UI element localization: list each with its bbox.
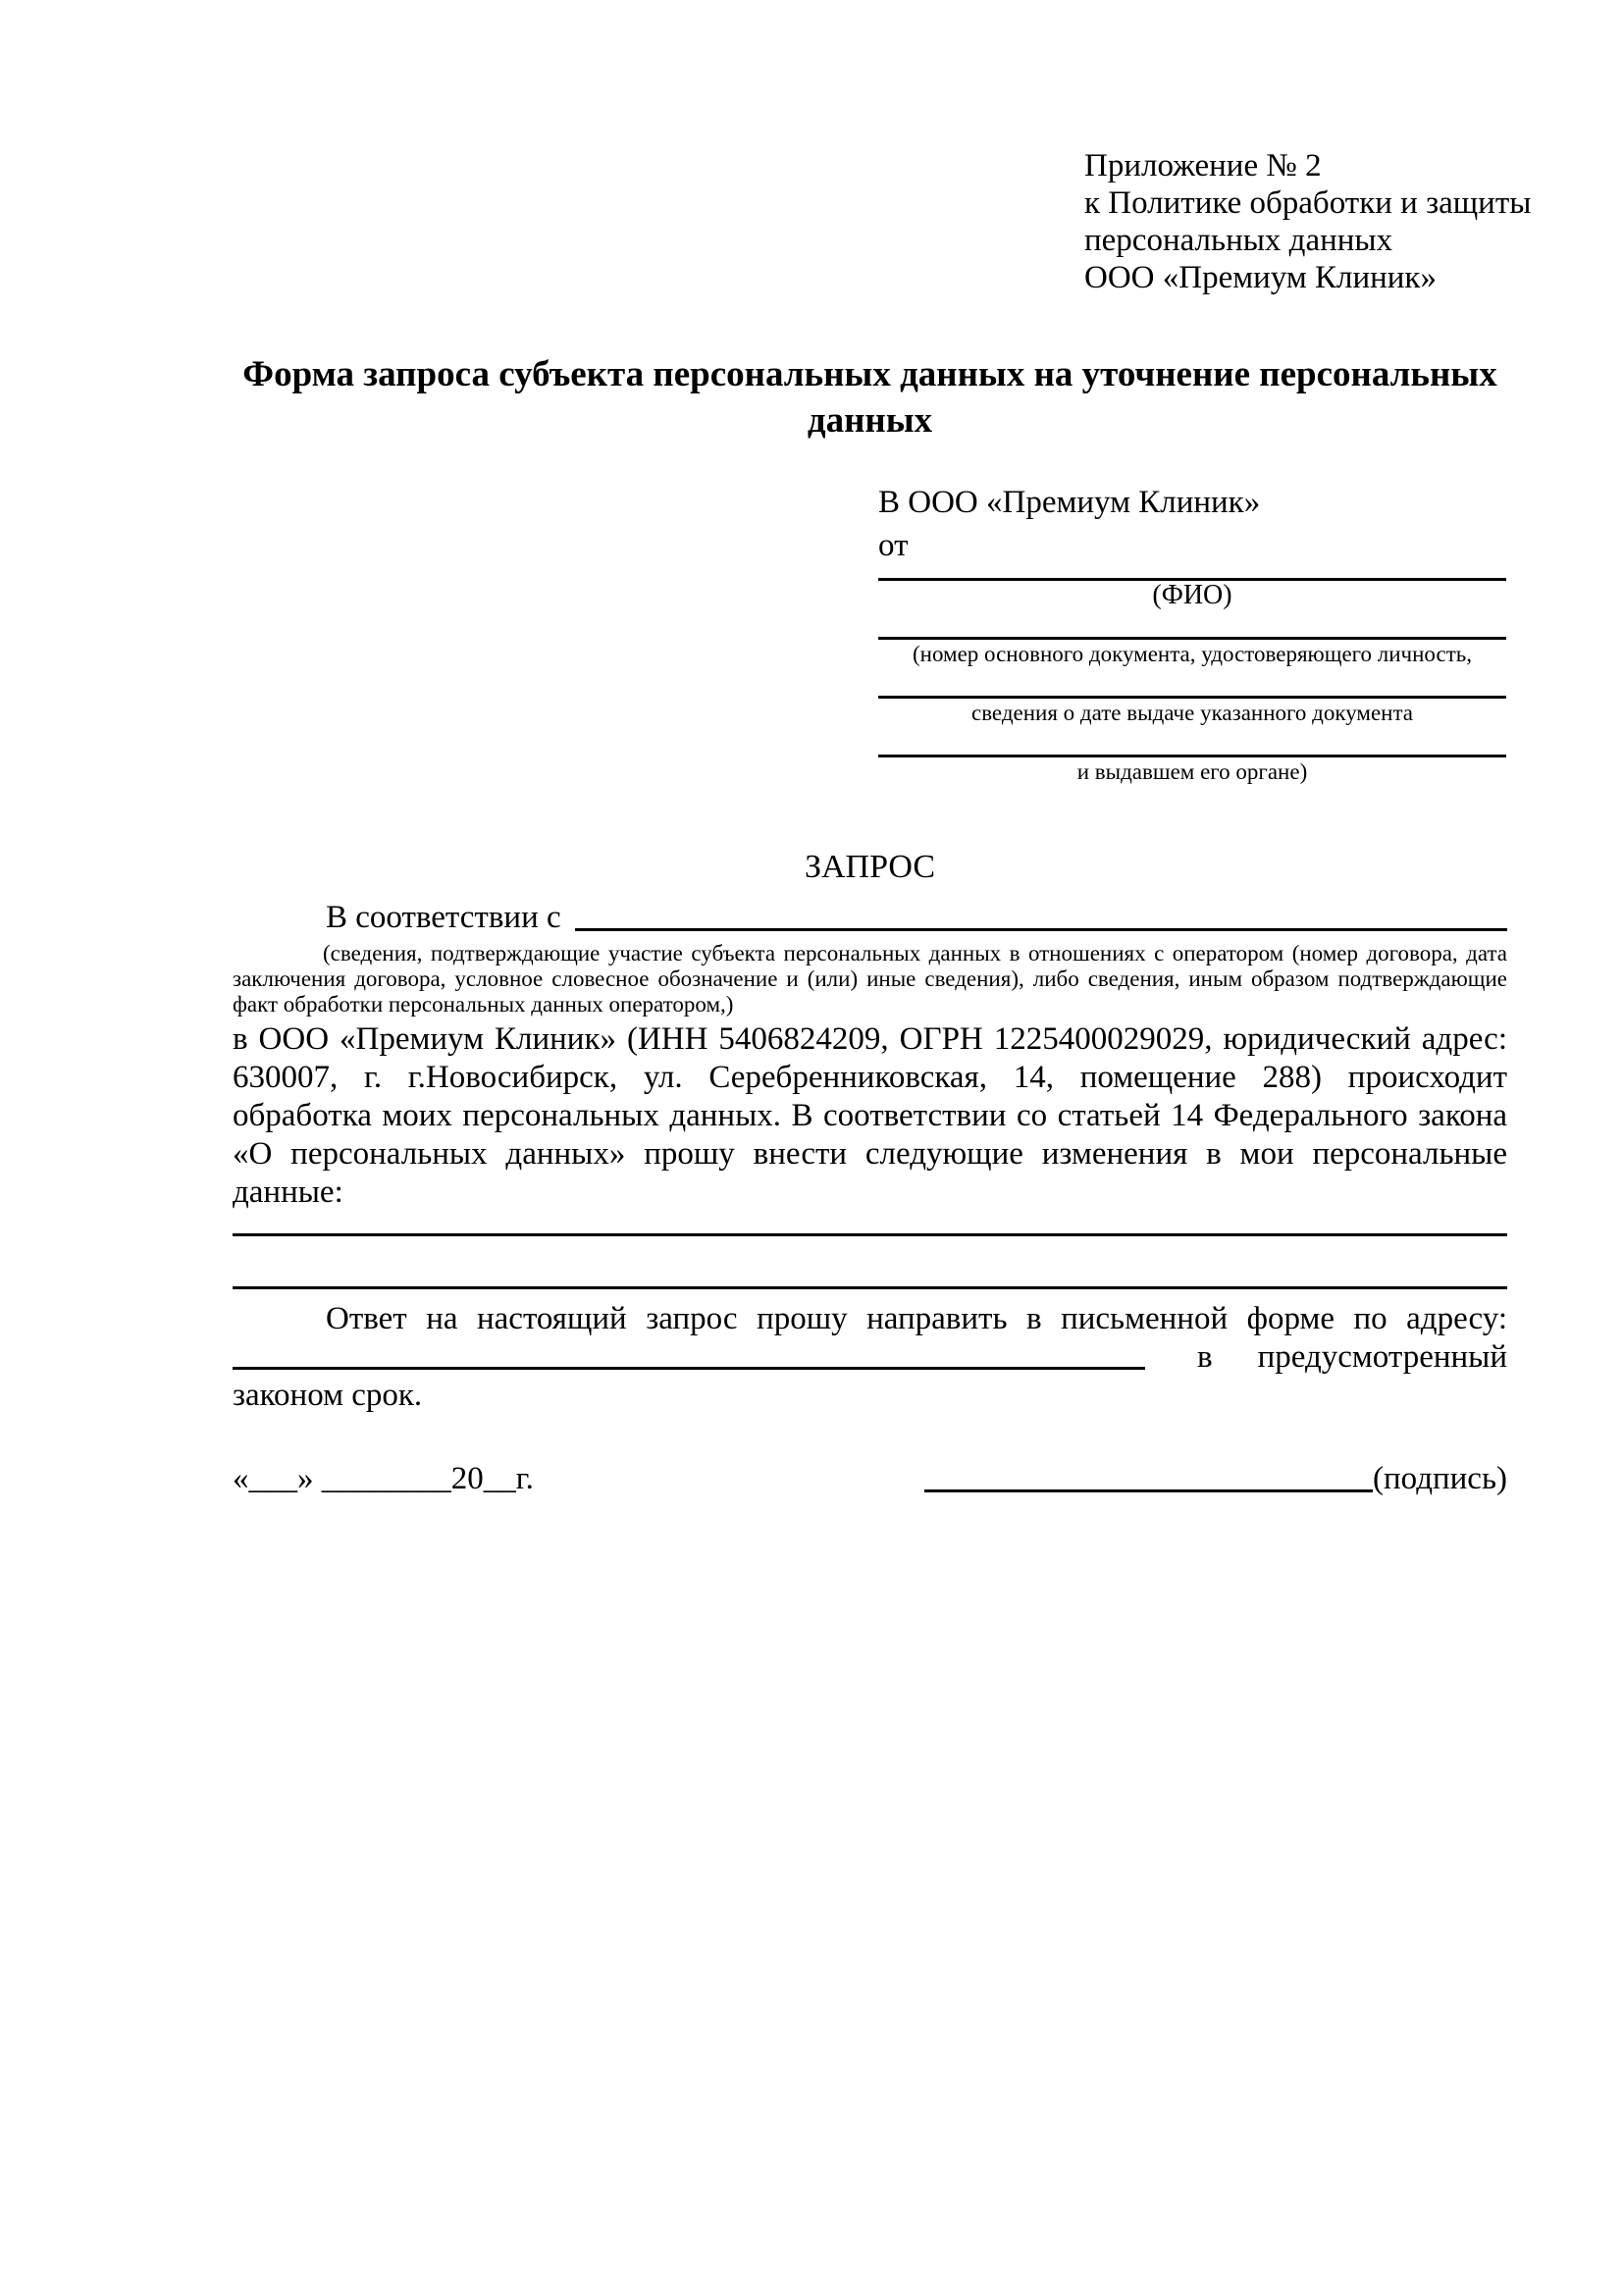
- field-full-name: [878, 567, 1506, 610]
- issue-date-blank-line: [878, 680, 1506, 699]
- reply-word-v: в: [1197, 1339, 1213, 1375]
- id-document-caption: (номер основного документа, удостоверяющего личность,: [912, 642, 1472, 666]
- signature-blank-line: [924, 1461, 1373, 1492]
- addressee-block: [878, 481, 1506, 787]
- issuing-authority-caption: и выдавшем его органе): [1076, 759, 1308, 784]
- changes-blank-line-1: [233, 1215, 1507, 1236]
- body-paragraph: в ООО «Премиум Клиник» (ИНН 5406824209, ОГРН 1225400029029, юридический адрес: 630007, г. г.Новосибирск, ул. Серебренниковская, 14, помещение 288) происходит обработка моих персональных данных. В соответствии со статьей 14 Федерального закона «О персональных данных» прошу внести следующие изменения в мои персональные данные:: [233, 1021, 1507, 1210]
- field-issuing-authority: [878, 739, 1506, 787]
- reply-paragraph: Ответ на настоящий запрос прошу направить в письменной форме по адресу:: [326, 1301, 1507, 1336]
- addressee-from-label: от: [878, 528, 909, 563]
- date-signature-row: [233, 1458, 1507, 1499]
- document-title: Форма запроса субъекта персональных данных на уточнение персональных данных: [242, 354, 1497, 441]
- intro-row: [233, 897, 1507, 938]
- issue-date-caption: сведения о дате выдаче указанного документа: [970, 701, 1414, 725]
- addressee-to: В ООО «Премиум Клиник»: [878, 485, 1261, 520]
- appendix-line-2: к Политике обработки и защиты: [1084, 185, 1532, 221]
- issuing-authority-blank-line: [878, 739, 1506, 757]
- appendix-line-1: Приложение № 2: [1084, 148, 1322, 183]
- appendix-header: [1084, 147, 1532, 296]
- signature-cell: [924, 1458, 1507, 1499]
- signature-caption: (подпись): [1373, 1461, 1507, 1496]
- request-heading: ЗАПРОС: [804, 849, 936, 885]
- full-name-caption: (ФИО): [1152, 580, 1232, 610]
- field-id-document-number: [878, 621, 1506, 669]
- full-name-blank-line: [878, 567, 1506, 581]
- changes-blank-line-2: [233, 1236, 1507, 1289]
- date-blank-line: «___» ________20__г.: [233, 1461, 534, 1496]
- reply-word-predusmotrennyj: предусмотренный: [1257, 1339, 1507, 1375]
- reply-address-blank-line: [233, 1338, 1145, 1370]
- intro-footnote: (сведения, подтверждающие участие субъекта персональных данных в отношениях с оператором (номер договора, дата заключения договора, условное словесное обозначение и (или) иные сведения), либо сведения, иным образом подтверждающие факт обработки персональных данных оператором,): [233, 941, 1507, 1017]
- reply-address-row: [233, 1338, 1507, 1377]
- reply-tail: законом срок.: [233, 1378, 423, 1413]
- intro-label: В соответствии с: [326, 900, 561, 935]
- field-issue-date: [878, 680, 1506, 728]
- appendix-line-3: персональных данных: [1084, 223, 1393, 258]
- intro-blank-line: [575, 898, 1507, 931]
- appendix-line-4: ООО «Премиум Клиник»: [1084, 260, 1437, 295]
- id-document-blank-line: [878, 621, 1506, 640]
